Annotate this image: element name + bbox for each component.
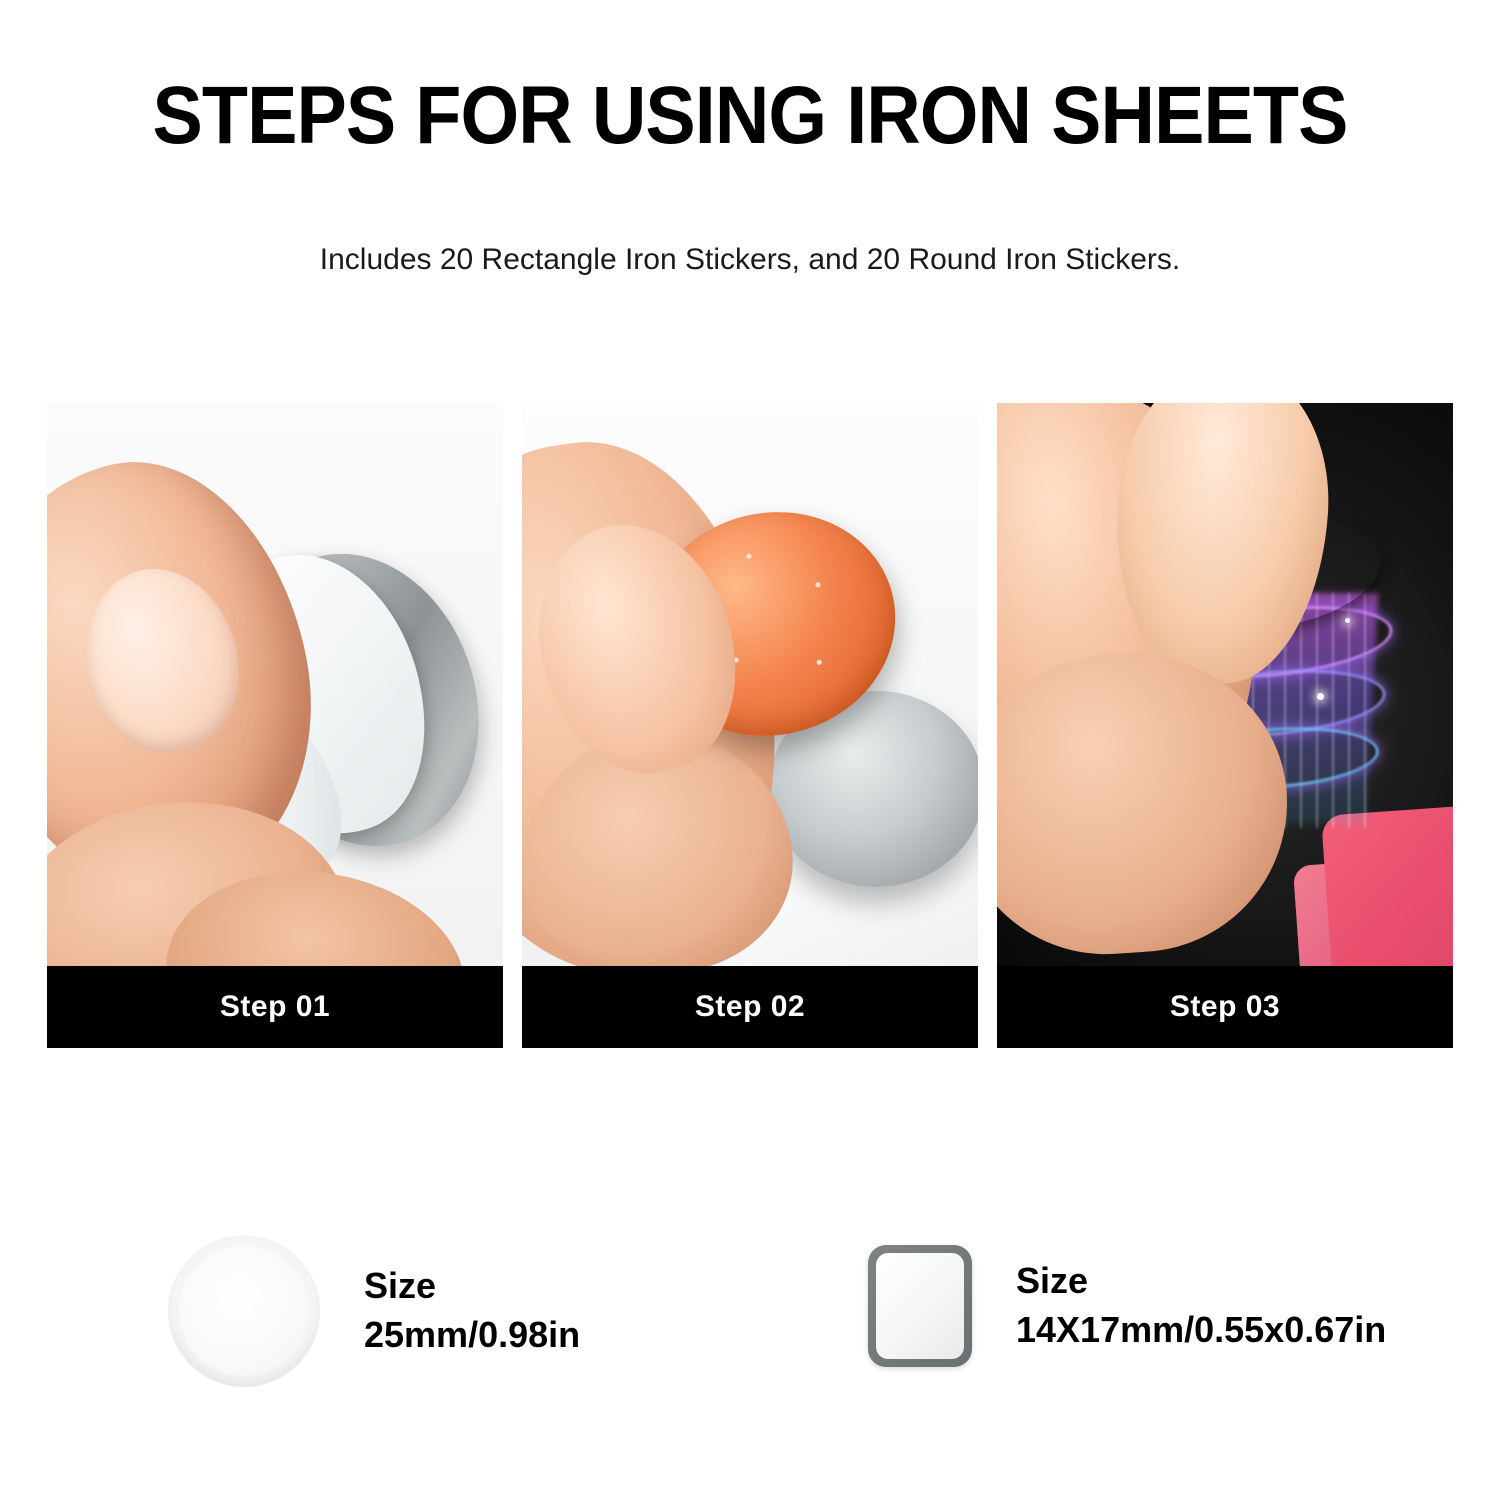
round-spec-text xyxy=(364,1262,580,1360)
step-01-photo xyxy=(47,403,503,966)
sparkle-icon xyxy=(1317,693,1324,700)
round-size-label: Size xyxy=(364,1265,437,1306)
round-size-value: 25mm/0.98in xyxy=(364,1314,581,1355)
spec-rectangle-sticker xyxy=(868,1245,1386,1367)
step-03-photo xyxy=(997,403,1453,966)
step-card-03 xyxy=(997,403,1453,1048)
step-02-photo xyxy=(522,403,978,966)
sparkle-icon xyxy=(1345,618,1350,623)
step-02-caption: Step 02 xyxy=(522,966,978,1048)
spec-round-sticker xyxy=(168,1235,580,1387)
step-03-caption: Step 03 xyxy=(997,966,1453,1048)
step-01-caption: Step 01 xyxy=(47,966,503,1048)
step-card-01 xyxy=(47,403,503,1048)
steps-row xyxy=(47,403,1453,1048)
rectangle-spec-text xyxy=(1016,1257,1386,1355)
step-card-02 xyxy=(522,403,978,1048)
specs-row xyxy=(0,1235,1500,1425)
round-sticker-swatch xyxy=(168,1235,320,1387)
page-title: STEPS FOR USING IRON SHEETS xyxy=(152,70,1348,161)
rectangle-sticker-swatch xyxy=(868,1245,972,1367)
page-subtitle: Includes 20 Rectangle Iron Stickers, and 20 Round Iron Stickers. xyxy=(319,243,1181,276)
rectangle-size-value: 14X17mm/0.55x0.67in xyxy=(1016,1309,1387,1350)
rectangle-size-label: Size xyxy=(1016,1260,1089,1301)
